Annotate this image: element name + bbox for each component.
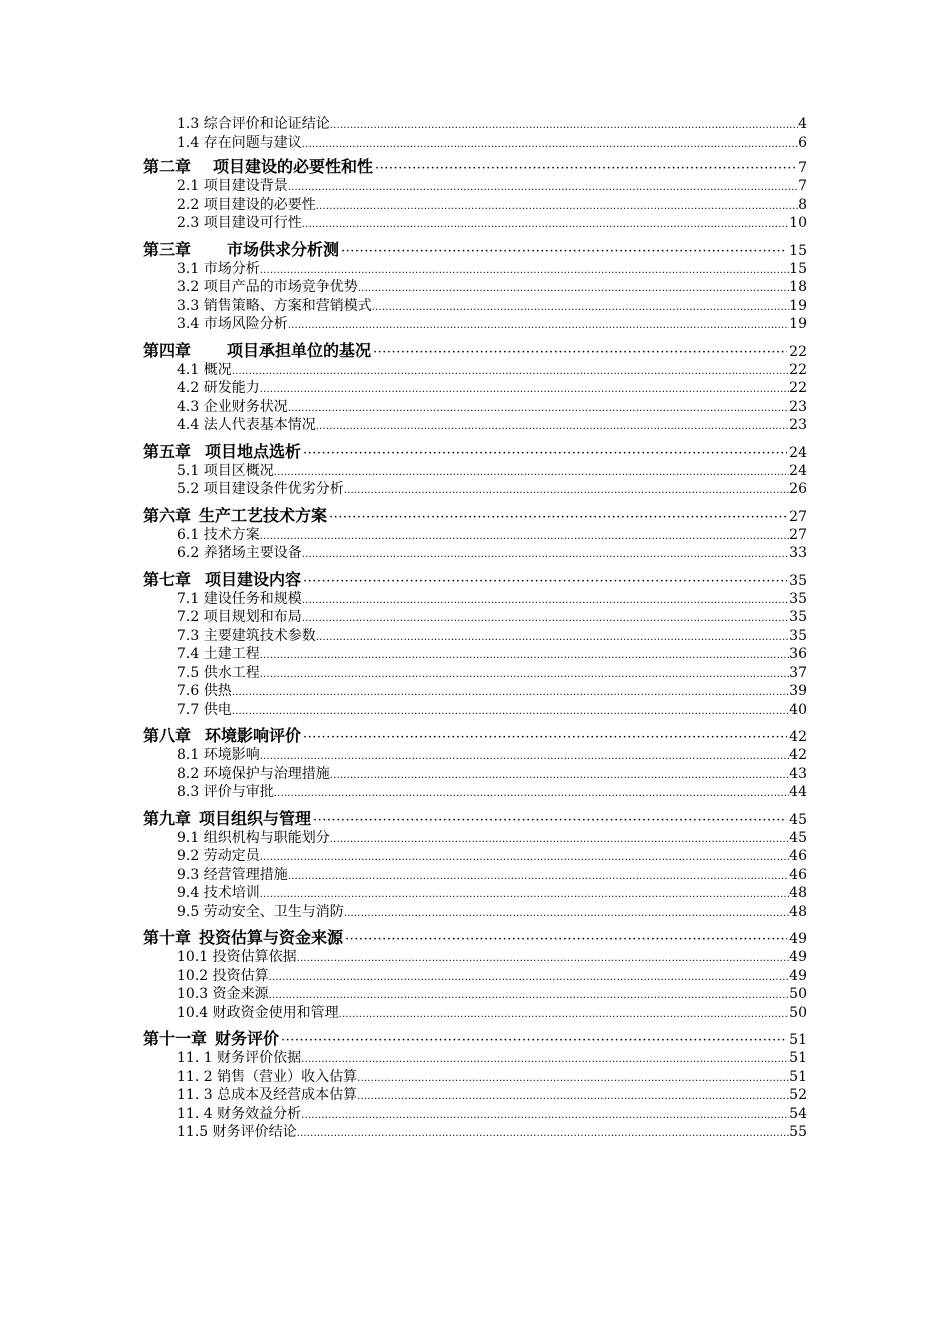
- page-number: 27: [789, 526, 807, 543]
- dot-leader: [260, 381, 789, 400]
- dot-leader: [269, 987, 790, 1006]
- page-number: 22: [789, 380, 807, 396]
- section-title: 6.2 养猪场主要设备: [177, 545, 302, 561]
- chapter-number: 第七章: [143, 569, 192, 589]
- dot-leader: [301, 1051, 789, 1070]
- dot-leader: [316, 198, 798, 217]
- section-title: 4.2 研发能力: [177, 380, 260, 396]
- dot-leader: [281, 1030, 787, 1051]
- toc-section-entry: [143, 196, 807, 215]
- toc-section-entry: [143, 1068, 807, 1087]
- page-number: 48: [789, 903, 807, 920]
- dot-leader: [288, 179, 798, 198]
- toc-section-entry: [143, 746, 807, 765]
- section-title: 10.4 财政资金使用和管理: [177, 1004, 339, 1021]
- section-title: 6.1 技术方案: [177, 526, 260, 543]
- chapter-title-text: 环境影响评价: [205, 726, 302, 745]
- dot-leader: [297, 1125, 790, 1144]
- chapter-title: [143, 927, 343, 948]
- section-title: 7.3 主要建筑技术参数: [177, 627, 316, 644]
- section-title: 7.4 土建工程: [177, 646, 260, 662]
- dot-leader: [302, 610, 789, 629]
- chapter-title-text: 投资估算与资金来源: [199, 928, 344, 947]
- toc-section-entry: [143, 480, 807, 499]
- dot-leader: [303, 727, 787, 748]
- section-title: 9.5 劳动安全、卫生与消防: [177, 903, 344, 920]
- dot-leader: [260, 528, 789, 547]
- dot-leader: [302, 136, 798, 155]
- toc-section-entry: [143, 847, 807, 866]
- toc-chapter-entry: [143, 927, 807, 948]
- page-number: 22: [789, 361, 807, 378]
- section-title: 7.1 建设任务和规模: [177, 590, 302, 607]
- chapter-title: [143, 808, 311, 829]
- table-of-contents: [143, 115, 807, 1142]
- dot-leader: [373, 342, 787, 363]
- dot-leader: [329, 507, 787, 528]
- toc-section-entry: [143, 701, 807, 720]
- dot-leader: [232, 684, 789, 703]
- dot-leader: [288, 317, 789, 336]
- section-title: 11. 3 总成本及经营成本估算: [177, 1087, 358, 1103]
- page-number: 45: [789, 829, 807, 846]
- chapter-number: 第十章: [143, 928, 192, 947]
- dot-leader: [313, 810, 787, 831]
- toc-section-entry: [143, 627, 807, 646]
- dot-leader: [330, 117, 798, 136]
- toc-section-entry: [143, 361, 807, 380]
- page-number: 49: [789, 931, 807, 947]
- chapter-number: 第九章: [143, 808, 192, 828]
- toc-section-entry: [143, 1086, 807, 1105]
- toc-section-entry: [143, 115, 807, 134]
- page-number: 50: [789, 1004, 807, 1021]
- section-title: 4.1 概况: [177, 361, 232, 378]
- page-number: 40: [789, 701, 807, 718]
- page-number: 22: [789, 343, 807, 360]
- chapter-title-text: 项目建设的必要性和性: [213, 157, 374, 176]
- chapter-title: [143, 156, 373, 177]
- toc-section-entry: [143, 682, 807, 701]
- dot-leader: [260, 849, 789, 868]
- toc-section-entry: [143, 1123, 807, 1142]
- page-number: 35: [789, 590, 807, 607]
- page-number: 42: [789, 729, 807, 745]
- toc-chapter-entry: [143, 441, 807, 462]
- dot-leader: [375, 158, 796, 179]
- section-title: 8.2 环境保护与治理措施: [177, 765, 330, 782]
- toc-chapter-entry: [143, 725, 807, 746]
- toc-section-entry: [143, 645, 807, 664]
- dot-leader: [357, 1088, 789, 1107]
- section-title: 5.1 项目区概况: [177, 462, 274, 479]
- dot-leader: [357, 1070, 789, 1089]
- page-number: 4: [798, 116, 807, 132]
- toc-chapter-entry: [143, 239, 807, 260]
- section-title: 11. 1 财务评价依据: [177, 1050, 302, 1066]
- page-number: 48: [789, 885, 807, 901]
- dot-leader: [345, 929, 787, 950]
- toc-section-entry: [143, 462, 807, 481]
- section-title: 5.2 项目建设条件优劣分析: [177, 481, 344, 497]
- section-title: 8.1 环境影响: [177, 747, 260, 763]
- toc-chapter-entry: [143, 340, 807, 361]
- page-number: 52: [789, 1087, 807, 1103]
- section-title: 2.3 项目建设可行性: [177, 215, 302, 231]
- chapter-title-text: 项目建设内容: [205, 569, 302, 589]
- chapter-number: 第二章: [143, 157, 192, 176]
- page-number: 43: [789, 765, 807, 782]
- page-number: 35: [789, 572, 807, 589]
- chapter-title: [143, 505, 327, 526]
- toc-section-entry: [143, 664, 807, 683]
- page-number: 7: [798, 178, 807, 194]
- toc-section-entry: [143, 398, 807, 417]
- page-number: 10: [789, 215, 807, 231]
- page-number: 23: [789, 417, 807, 433]
- page-number: 7: [798, 160, 807, 176]
- section-title: 7.2 项目规划和布局: [177, 609, 302, 625]
- section-title: 3.1 市场分析: [177, 260, 260, 277]
- dot-leader: [301, 1107, 789, 1126]
- page-number: 6: [798, 134, 807, 151]
- chapter-title-text: 市场供求分析测: [227, 239, 340, 259]
- toc-section-entry: [143, 544, 807, 563]
- page-number: 51: [789, 1032, 807, 1048]
- page-number: 54: [789, 1105, 807, 1122]
- section-title: 4.3 企业财务状况: [177, 398, 288, 415]
- dot-leader: [339, 1006, 790, 1025]
- dot-leader: [316, 418, 789, 437]
- chapter-title: [143, 340, 371, 361]
- chapter-number: 第五章: [143, 441, 192, 461]
- dot-leader: [297, 950, 790, 969]
- dot-leader: [341, 241, 787, 262]
- chapter-title-text: 财务评价: [215, 1029, 280, 1048]
- dot-leader: [260, 748, 789, 767]
- section-title: 4.4 法人代表基本情况: [177, 417, 316, 433]
- chapter-title-text: 项目组织与管理: [199, 808, 312, 828]
- section-title: 1.3 综合评价和论证结论: [177, 116, 330, 132]
- section-title: 2.2 项目建设的必要性: [177, 196, 316, 213]
- dot-leader: [302, 592, 789, 611]
- toc-section-entry: [143, 985, 807, 1004]
- page-number: 18: [789, 279, 807, 295]
- toc-section-entry: [143, 829, 807, 848]
- chapter-title-text: 项目地点选析: [205, 441, 302, 461]
- section-title: 1.4 存在问题与建议: [177, 134, 302, 151]
- toc-section-entry: [143, 967, 807, 986]
- dot-leader: [344, 482, 789, 501]
- toc-section-entry: [143, 297, 807, 316]
- dot-leader: [274, 464, 789, 483]
- toc-chapter-entry: [143, 1028, 807, 1049]
- page-number: 24: [789, 444, 807, 461]
- dot-leader: [316, 629, 789, 648]
- page-number: 19: [789, 316, 807, 332]
- toc-section-entry: [143, 177, 807, 196]
- section-title: 8.3 评价与审批: [177, 784, 274, 800]
- toc-chapter-entry: [143, 569, 807, 590]
- section-title: 3.3 销售策略、方案和营销模式: [177, 297, 372, 314]
- page-number: 26: [789, 481, 807, 497]
- page-number: 36: [789, 646, 807, 662]
- dot-leader: [330, 831, 789, 850]
- section-title: 7.5 供水工程: [177, 664, 260, 681]
- chapter-title: [143, 441, 301, 462]
- toc-section-entry: [143, 608, 807, 627]
- chapter-number: 第四章: [143, 340, 192, 360]
- page-number: 27: [789, 508, 807, 525]
- dot-leader: [288, 400, 789, 419]
- section-title: 9.1 组织机构与职能划分: [177, 829, 330, 846]
- toc-section-entry: [143, 903, 807, 922]
- toc-chapter-entry: [143, 156, 807, 177]
- page-number: 49: [789, 949, 807, 965]
- dot-leader: [303, 571, 787, 592]
- dot-leader: [303, 443, 787, 464]
- section-title: 11. 2 销售（营业）收入估算: [177, 1068, 358, 1085]
- page-number: 51: [789, 1068, 807, 1085]
- toc-section-entry: [143, 134, 807, 153]
- section-title: 10.3 资金来源: [177, 986, 269, 1002]
- chapter-title: [143, 569, 301, 590]
- page-number: 15: [789, 260, 807, 277]
- page-number: 33: [789, 545, 807, 561]
- dot-leader: [260, 666, 789, 685]
- section-title: 9.2 劳动定员: [177, 848, 260, 864]
- chapter-title: [143, 725, 301, 746]
- page-number: 24: [789, 462, 807, 479]
- dot-leader: [260, 647, 789, 666]
- section-title: 3.2 项目产品的市场竞争优势: [177, 279, 358, 295]
- section-title: 7.7 供电: [177, 701, 232, 718]
- page-number: 15: [789, 242, 807, 259]
- toc-section-entry: [143, 416, 807, 435]
- dot-leader: [358, 280, 789, 299]
- page-number: 50: [789, 986, 807, 1002]
- page-number: 44: [789, 784, 807, 800]
- section-title: 7.6 供热: [177, 683, 232, 699]
- page-number: 46: [789, 866, 807, 883]
- page-number: 23: [789, 398, 807, 415]
- section-title: 9.3 经营管理措施: [177, 866, 288, 883]
- dot-leader: [302, 546, 789, 565]
- dot-leader: [232, 703, 789, 722]
- section-title: 11. 4 财务效益分析: [177, 1105, 302, 1122]
- dot-leader: [232, 363, 789, 382]
- toc-section-entry: [143, 1105, 807, 1124]
- toc-section-entry: [143, 278, 807, 297]
- page-number: 39: [789, 683, 807, 699]
- toc-section-entry: [143, 260, 807, 279]
- toc-section-entry: [143, 765, 807, 784]
- dot-leader: [372, 299, 789, 318]
- dot-leader: [274, 785, 789, 804]
- toc-chapter-entry: [143, 808, 807, 829]
- toc-section-entry: [143, 948, 807, 967]
- section-title: 9.4 技术培训: [177, 885, 260, 901]
- page-number: 35: [789, 627, 807, 644]
- toc-section-entry: [143, 590, 807, 609]
- toc-section-entry: [143, 1004, 807, 1023]
- chapter-number: 第十一章: [143, 1029, 208, 1048]
- page-number: 49: [789, 967, 807, 984]
- dot-leader: [302, 216, 789, 235]
- section-title: 10.2 投资估算: [177, 967, 269, 984]
- chapter-title-text: 生产工艺技术方案: [199, 505, 328, 525]
- toc-section-entry: [143, 526, 807, 545]
- toc-section-entry: [143, 884, 807, 903]
- page-number: 42: [789, 747, 807, 763]
- toc-section-entry: [143, 315, 807, 334]
- page-number: 37: [789, 664, 807, 681]
- chapter-title: [143, 239, 339, 260]
- section-title: 10.1 投资估算依据: [177, 949, 297, 965]
- section-title: 2.1 项目建设背景: [177, 178, 288, 194]
- page-number: 19: [789, 297, 807, 314]
- dot-leader: [330, 767, 789, 786]
- toc-section-entry: [143, 866, 807, 885]
- toc-section-entry: [143, 1049, 807, 1068]
- toc-section-entry: [143, 214, 807, 233]
- section-title: 11.5 财务评价结论: [177, 1124, 297, 1140]
- chapter-title-text: 项目承担单位的基况: [227, 340, 372, 360]
- toc-chapter-entry: [143, 505, 807, 526]
- toc-section-entry: [143, 379, 807, 398]
- page-number: 35: [789, 609, 807, 625]
- chapter-number: 第六章: [143, 505, 192, 525]
- chapter-number: 第三章: [143, 239, 192, 259]
- chapter-title: [143, 1028, 279, 1049]
- toc-section-entry: [143, 783, 807, 802]
- page-number: 55: [789, 1124, 807, 1140]
- page-number: 8: [798, 196, 807, 213]
- page-number: 45: [789, 811, 807, 828]
- page-number: 51: [789, 1050, 807, 1066]
- dot-leader: [344, 905, 789, 924]
- dot-leader: [269, 969, 790, 988]
- page-number: 46: [789, 848, 807, 864]
- chapter-number: 第八章: [143, 726, 192, 745]
- dot-leader: [288, 868, 789, 887]
- section-title: 3.4 市场风险分析: [177, 316, 288, 332]
